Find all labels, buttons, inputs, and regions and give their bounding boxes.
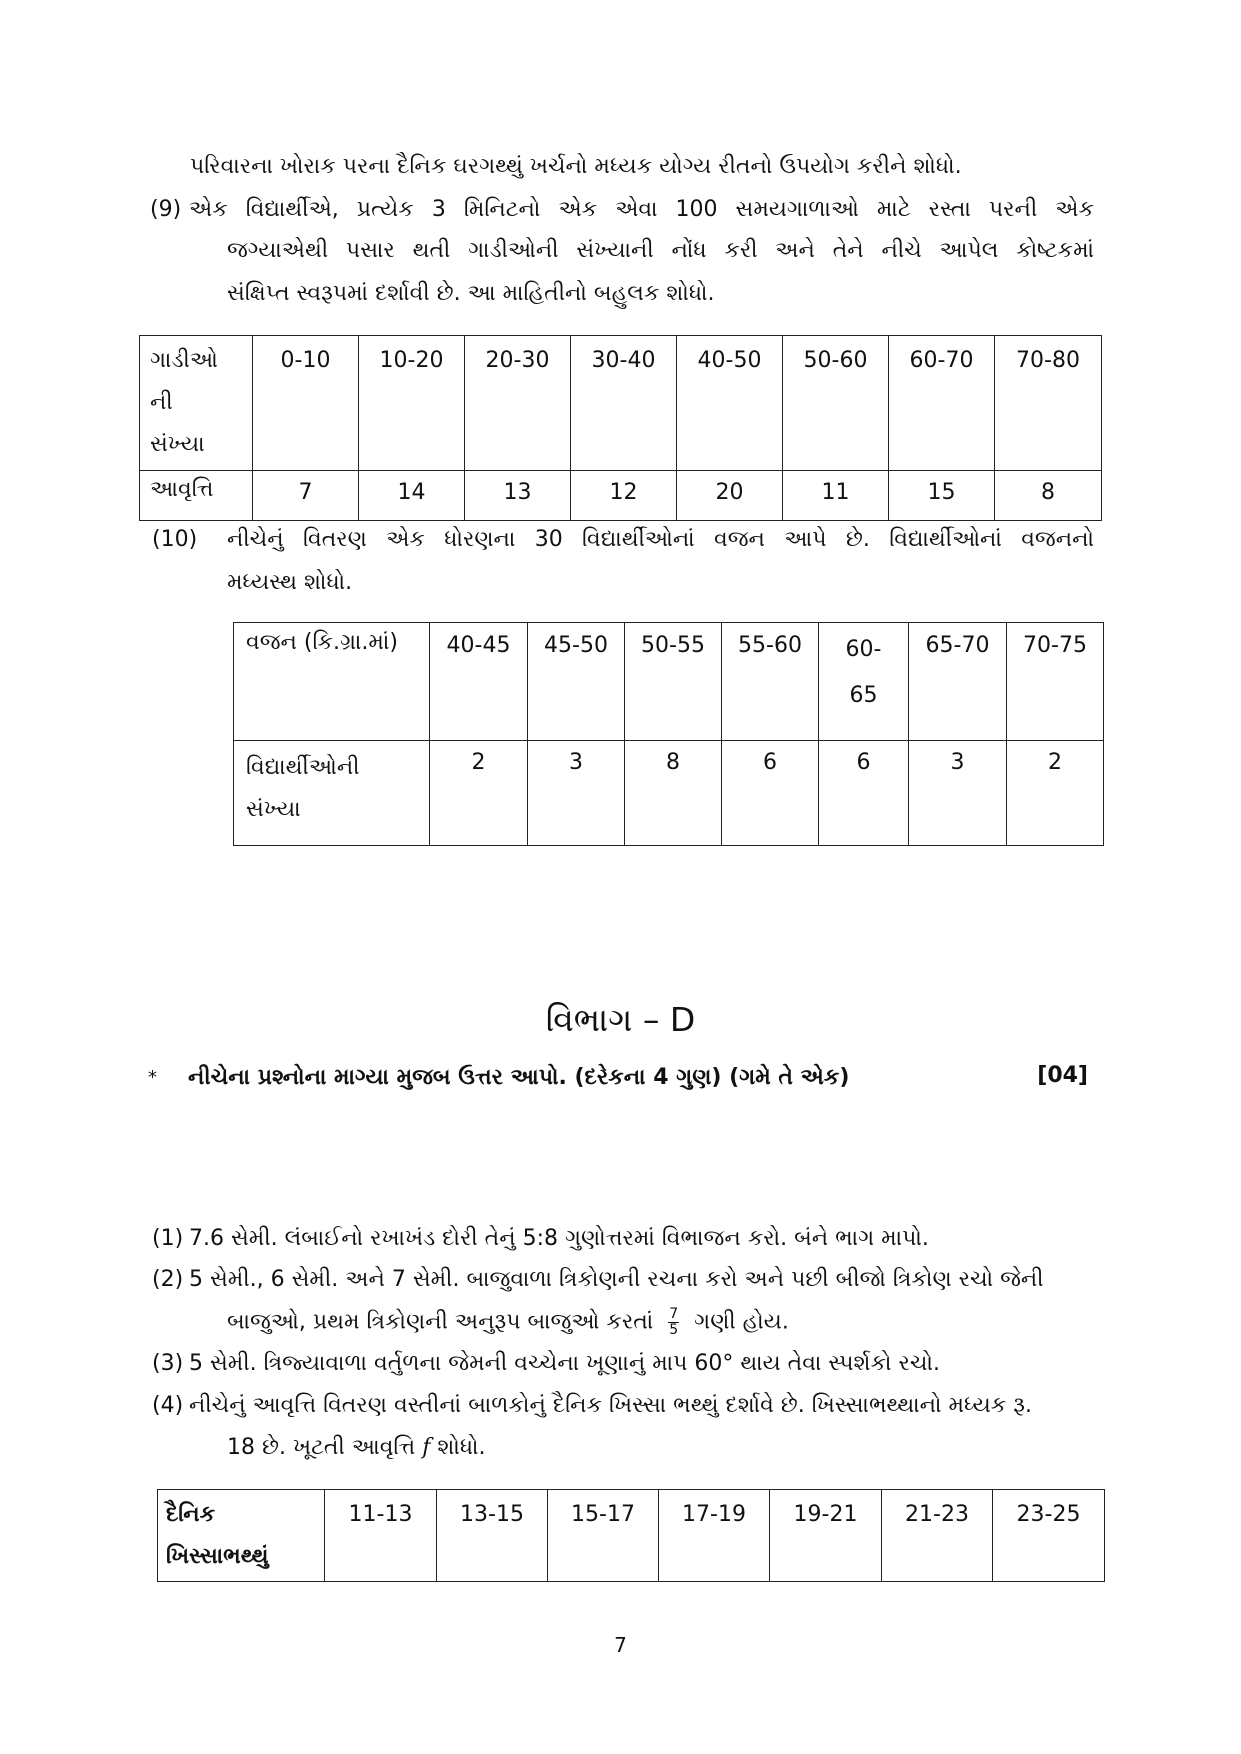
fraction [668,1307,679,1338]
q10-class-row [234,623,1104,741]
d-q2-number: (2) [152,1267,184,1292]
q9-class-cell: 20-30 [465,336,571,471]
fraction-denominator: 5 [669,1322,679,1338]
q10-class-cell: 55-60 [722,623,819,741]
section-d-marks: [04] [1037,1063,1088,1088]
q9-frequency-cell: 14 [359,471,465,521]
d-q4-class-cell: 15-17 [548,1490,659,1582]
q9-header-label-3: સંખ્યા [150,432,205,457]
q10-class-part-2: 65 [849,683,878,708]
d-q4-header-cell [158,1490,325,1582]
q9-class-cell: 10-20 [359,336,465,471]
q9-frequency-cell: 7 [253,471,359,521]
d-q4-header-label-1: દૈનિક [166,1502,216,1527]
d-q4-class-cell: 13-15 [437,1490,548,1582]
q10-count-label-cell [234,741,430,846]
d-q4-text-line2 [227,1435,486,1460]
q9-frequency-cell: 13 [465,471,571,521]
q9-frequency-cell: 8 [995,471,1102,521]
q10-class-cell: 45-50 [528,623,625,741]
fraction-numerator: 7 [669,1306,679,1322]
q9-text-line3: સંક્ષિપ્ત સ્વરૂપમાં દર્શાવી છે. આ માહિતીનો બહુલક શોધો. [227,281,715,306]
q10-count-cell: 6 [722,741,819,846]
section-d-instruction: નીચેના પ્રશ્નોના માગ્યા મુજબ ઉત્તર આપો. (દરેકના 4 ગુણ) (ગમે તે એક) [188,1065,850,1090]
q10-count-label-1: વિદ્યાર્થીઓની [246,755,360,780]
d-q4-class-row [158,1490,1105,1582]
q10-count-cell: 3 [909,741,1007,846]
q9-frequency-cell: 12 [571,471,677,521]
d-q4-class-cell: 17-19 [659,1490,770,1582]
q9-class-cell: 0-10 [253,336,359,471]
d-q4-class-cell: 23-25 [993,1490,1105,1582]
q9-frequency-label: આવૃત્તિ [140,471,253,521]
q10-count-label-2: સંખ્યા [246,797,301,822]
q10-count-row [234,741,1104,846]
q10-weight-table [233,622,1104,846]
q10-class-cell: 50-55 [625,623,722,741]
d-q4-text-after: શોધો. [437,1435,486,1460]
q10-class-cell: 40-45 [430,623,528,741]
variable-f: f [422,1435,431,1460]
q9-class-cell: 30-40 [571,336,677,471]
q9-frequency-cell: 11 [783,471,889,521]
q10-count-cell: 2 [430,741,528,846]
q10-class-cell-wrapped [819,623,909,741]
d-q4-header-label-2: ખિસ્સાભથ્થું [166,1544,269,1569]
q9-class-row [140,336,1102,471]
d-q2-text-before: બાજુઓ, પ્રથમ ત્રિકોણની અનુરૂપ બાજુઓ કરતાં [227,1309,654,1335]
d-q2-text-line2 [227,1307,789,1338]
d-q4-class-cell: 19-21 [770,1490,882,1582]
q9-class-cell: 70-80 [995,336,1102,471]
section-d-title: વિભાગ – D [545,1000,696,1039]
d-q4-class-cell: 11-13 [325,1490,437,1582]
q9-text-line2: જગ્યાએથી પસાર થતી ગાડીઓની સંખ્યાની નોંધ કરી અને તેને નીચે આપેલ કોષ્ટકમાં [227,238,1094,263]
d-q3-text: 5 સેમી. ત્રિજ્યાવાળા વર્તુળના જેમની વચ્ચેના ખૂણાનું માપ 60° થાય તેવા સ્પર્શકો રચો. [189,1351,940,1376]
q9-header-label-1: ગાડીઓ [150,348,218,373]
d-q4-text-before: 18 છે. ખૂટતી આવૃત્તિ [227,1435,416,1460]
q9-header-cell [140,336,253,471]
d-q3-number: (3) [152,1351,184,1376]
q9-frequency-row [140,471,1102,521]
d-q1-text: 7.6 સેમી. લંબાઈનો રખાખંડ દોરી તેનું 5:8 ગુણોત્તરમાં વિભાજન કરો. બંને ભાગ માપો. [189,1226,929,1251]
q10-class-cell: 70-75 [1007,623,1104,741]
q10-class-cell: 65-70 [909,623,1007,741]
q10-class-part-1: 60- [845,637,882,662]
q9-frequency-table [139,335,1102,521]
page-number: 7 [614,1633,627,1657]
q10-header-label: વજન (કિ.ગ્રા.માં) [234,623,430,741]
d-q2-text-line1: 5 સેમી., 6 સેમી. અને 7 સેમી. બાજુવાળા ત્રિકોણની રચના કરો અને પછી બીજો ત્રિકોણ રચો જેની [189,1267,1044,1292]
q10-count-cell: 2 [1007,741,1104,846]
q9-class-cell: 60-70 [889,336,995,471]
bullet-icon: * [148,1067,157,1088]
q10-count-cell: 6 [819,741,909,846]
q10-number: (10) [152,527,198,552]
q9-class-cell: 50-60 [783,336,889,471]
q10-text-line1: નીચેનું વિતરણ એક ધોરણના 30 વિદ્યાર્થીઓનાં વજન આપે છે. વિદ્યાર્થીઓનાં વજનનો [227,527,1094,552]
d-q4-allowance-table [157,1489,1105,1582]
q10-text-line2: મધ્યસ્થ શોધો. [227,570,353,595]
q10-count-cell: 3 [528,741,625,846]
q9-text-line1: એક વિદ્યાર્થીએ, પ્રત્યેક 3 મિનિટનો એક એવા 100 સમયગાળાઓ માટે રસ્તા પરની એક [189,197,1094,222]
q9-frequency-cell: 15 [889,471,995,521]
q9-frequency-cell: 20 [677,471,783,521]
d-q4-text-line1: નીચેનું આવૃત્તિ વિતરણ વસ્તીનાં બાળકોનું દૈનિક ખિસ્સા ભથ્થું દર્શાવે છે. ખિસ્સાભથ્થાનો મધ્યક રૂ. [189,1393,1033,1418]
q10-count-cell: 8 [625,741,722,846]
intro-line: પરિવારના ખોરાક પરના દૈનિક ઘરગથ્થું ખર્ચનો મધ્યક યોગ્ય રીતનો ઉપયોગ કરીને શોધો. [190,154,962,179]
d-q4-number: (4) [152,1393,184,1418]
d-q2-text-after: ગણી હોય. [694,1309,789,1335]
d-q4-class-cell: 21-23 [882,1490,993,1582]
q9-header-label-2: ની [150,390,173,415]
d-q1-number: (1) [152,1226,184,1251]
q9-number: (9) [150,197,182,222]
q9-class-cell: 40-50 [677,336,783,471]
